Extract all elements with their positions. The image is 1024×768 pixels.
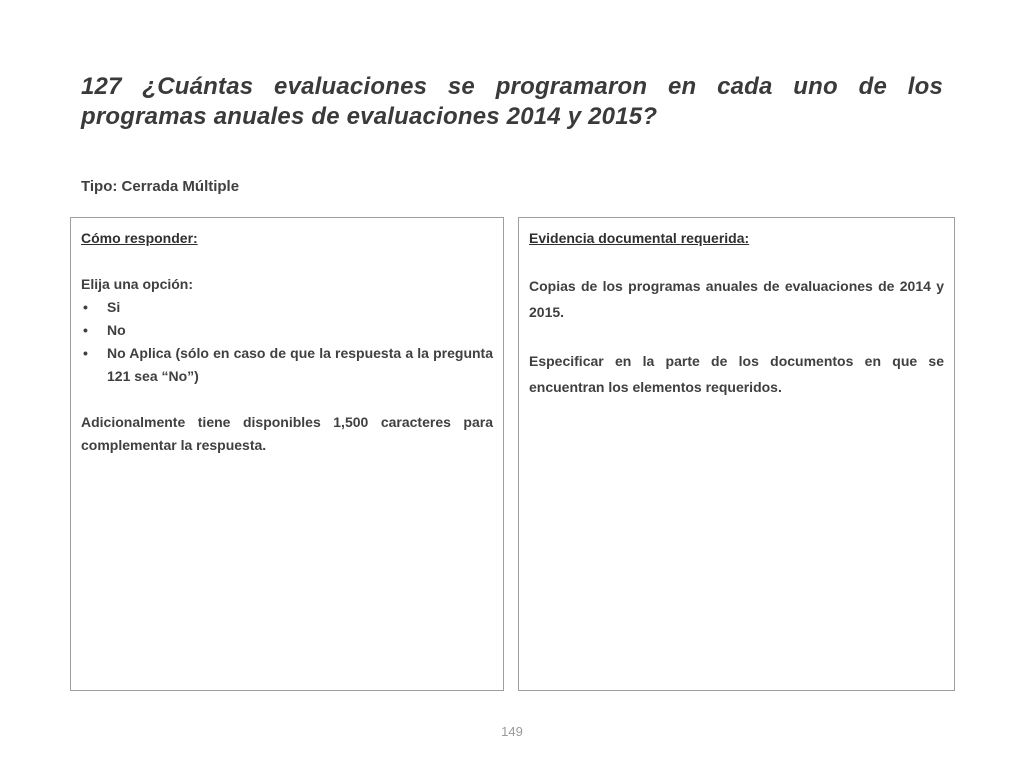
- bullet-icon: •: [83, 345, 88, 361]
- options-intro: Elija una opción:: [81, 276, 194, 292]
- option-label: No: [107, 322, 126, 338]
- bullet-icon: •: [83, 322, 88, 338]
- page-number: 149: [501, 724, 523, 739]
- evidence-box: [518, 217, 955, 691]
- how-to-answer-heading: Cómo responder:: [81, 230, 198, 246]
- evidence-paragraph-specify: Especificar en la parte de los documentos en que se encuentran los elementos requeridos.: [529, 353, 944, 395]
- how-to-answer-box: [70, 217, 504, 691]
- option-label: No Aplica (sólo en caso de que la respuesta a la pregunta 121 sea “No”): [107, 345, 493, 384]
- bullet-icon: •: [83, 299, 88, 315]
- question-type: Tipo: Cerrada Múltiple: [81, 178, 240, 195]
- option-no-aplica: [81, 342, 493, 388]
- options-list: [81, 296, 493, 388]
- additional-note: Adicionalmente tiene disponibles 1,500 caracteres para complementar la respuesta.: [81, 414, 493, 453]
- option-label: Si: [107, 299, 121, 315]
- option-no: [81, 319, 493, 342]
- evidence-heading: Evidencia documental requerida:: [529, 230, 750, 246]
- question-title: 127 ¿Cuántas evaluaciones se programaron en cada uno de los programas anuales de evaluaciones 2014 y 2015?: [81, 73, 943, 130]
- option-si: [81, 296, 493, 319]
- evidence-paragraph-copies: Copias de los programas anuales de evaluaciones de 2014 y 2015.: [529, 278, 944, 320]
